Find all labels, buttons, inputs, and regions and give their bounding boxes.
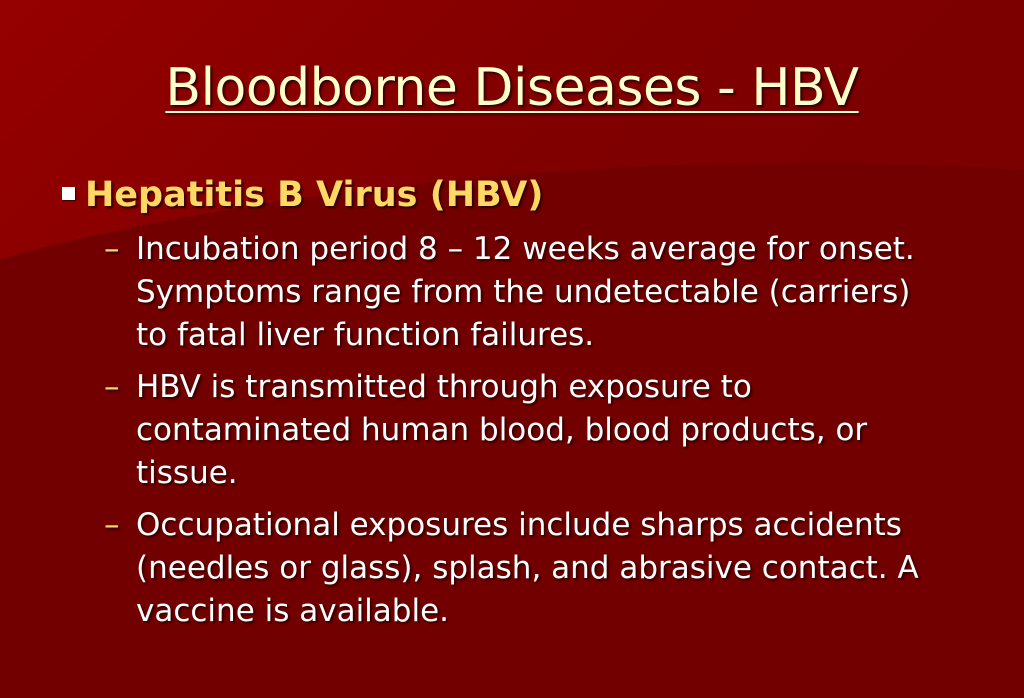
sub-bullet-text: HBV is transmitted through exposure to contaminated human blood, blood products, or tissue.: [136, 369, 868, 491]
sub-bullet-item: [104, 228, 984, 357]
square-bullet-icon: [62, 187, 75, 200]
sub-bullet-text: Incubation period 8 – 12 weeks average for onset. Symptoms range from the undetectable (carriers) to fatal liver function failures.: [136, 231, 915, 353]
main-bullet: [62, 172, 543, 218]
main-bullet-text: Hepatitis B Virus (HBV): [85, 175, 544, 215]
dash-bullet-icon: –: [104, 369, 120, 405]
sub-bullet-list: [104, 228, 984, 642]
sub-bullet-text: Occupational exposures include sharps accidents (needles or glass), splash, and abrasive contact. A vaccine is available.: [136, 507, 919, 629]
dash-bullet-icon: –: [104, 507, 120, 543]
dash-bullet-icon: –: [104, 231, 120, 267]
slide-title: Bloodborne Diseases - HBV: [165, 58, 859, 118]
sub-bullet-item: [104, 504, 984, 633]
sub-bullet-item: [104, 366, 984, 495]
